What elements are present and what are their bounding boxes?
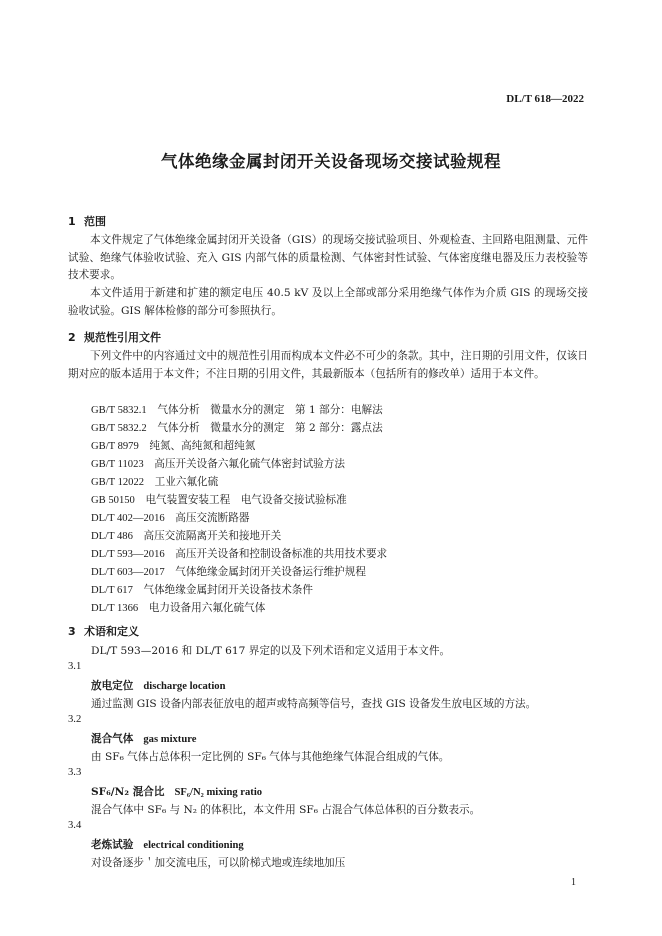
section-1-paragraph-2: 本文件适用于新建和扩建的额定电压 40.5 kV 及以上全部或部分采用绝缘气体作为介质 GIS 的现场交接验收试验。GIS 解体检修的部分可参照执行。	[68, 287, 588, 317]
section-2-intro: 下列文件中的内容通过文中的规范性引用而构成本文件必不可少的条款。其中，注日期的引用文件，仅该日期对应的版本适用于本文件；不注日期的引用文件，其最新版本（包括所有的修改单）适用于本文件。	[68, 350, 588, 380]
reference-code: DL/T 402—2016	[91, 513, 165, 524]
term-en: gas mixture	[143, 734, 197, 745]
section-number: 3	[68, 625, 76, 638]
reference-item	[91, 438, 255, 453]
reference-code: GB/T 8979	[91, 441, 139, 452]
reference-title: 纯氮、高纯氮和超纯氮	[149, 440, 256, 452]
term-en: SF₆/N₂ mixing ratio	[174, 787, 263, 798]
reference-code: DL/T 1366	[91, 603, 139, 614]
reference-item	[91, 456, 345, 471]
term-number: 3.4	[68, 820, 82, 831]
reference-title: 高压交流隔离开关和接地开关	[143, 530, 282, 542]
term-en: electrical conditioning	[143, 840, 244, 851]
term-number: 3.1	[68, 661, 82, 672]
term-zh: SF₆/N₂ 混合比	[91, 786, 165, 798]
reference-title: 工业六氟化硫	[154, 476, 219, 488]
term-number: 3.3	[68, 767, 82, 778]
reference-code: DL/T 593—2016	[91, 549, 165, 560]
page-number: 1	[571, 877, 576, 888]
section-number: 1	[68, 215, 76, 228]
term-definition: 通过监测 GIS 设备内部表征放电的超声或特高频等信号，查找 GIS 设备发生放电区域的方法。	[91, 698, 537, 710]
section-title: 范围	[84, 215, 106, 228]
term-title	[91, 731, 196, 746]
term-zh: 老炼试验	[91, 839, 134, 851]
reference-item	[91, 600, 265, 615]
document-title: 气体绝缘金属封闭开关设备现场交接试验规程	[161, 152, 501, 171]
section-title: 规范性引用文件	[84, 331, 161, 344]
reference-title: 电力设备用六氟化硫气体	[148, 602, 266, 614]
term-title	[91, 784, 262, 799]
term-en: discharge location	[143, 681, 226, 692]
reference-code: GB 50150	[91, 495, 135, 506]
reference-item	[91, 582, 313, 597]
reference-item	[91, 528, 281, 543]
reference-title: 气体分析 微量水分的测定 第 2 部分：露点法	[157, 422, 383, 434]
reference-code: DL/T 486	[91, 531, 133, 542]
reference-code: DL/T 617	[91, 585, 133, 596]
reference-title: 高压开关设备六氟化硫气体密封试验方法	[154, 458, 345, 470]
reference-item	[91, 420, 383, 435]
reference-code: GB/T 11023	[91, 459, 144, 470]
reference-item	[91, 546, 387, 561]
reference-title: 气体绝缘金属封闭开关设备技术条件	[143, 584, 313, 596]
term-definition: 由 SF₆ 气体占总体积一定比例的 SF₆ 气体与其他绝缘气体混合组成的气体。	[91, 751, 450, 763]
term-title	[91, 678, 225, 693]
term-definition: 混合气体中 SF₆ 与 N₂ 的体积比，本文件用 SF₆ 占混合气体总体积的百分数表示。	[91, 804, 481, 816]
reference-code: GB/T 5832.2	[91, 423, 147, 434]
reference-item	[91, 474, 218, 489]
section-3-heading	[68, 623, 139, 639]
reference-item	[91, 564, 366, 579]
term-title	[91, 837, 244, 852]
reference-title: 高压交流断路器	[175, 512, 250, 524]
reference-item	[91, 402, 383, 417]
reference-code: DL/T 603—2017	[91, 567, 165, 578]
reference-title: 高压开关设备和控制设备标准的共用技术要求	[175, 548, 388, 560]
term-zh: 放电定位	[91, 680, 134, 692]
reference-title: 电气装置安装工程 电气设备交接试验标准	[145, 494, 347, 506]
reference-item	[91, 510, 249, 525]
document-code: DL/T 618—2022	[506, 93, 584, 105]
reference-code: GB/T 12022	[91, 477, 145, 488]
section-2-heading	[68, 329, 161, 345]
section-1-heading	[68, 213, 106, 229]
reference-title: 气体分析 微量水分的测定 第 1 部分：电解法	[157, 404, 383, 416]
section-title: 术语和定义	[84, 625, 139, 638]
term-definition: 对设备逐步＇加交流电压，可以阶梯式地或连续地加压	[91, 857, 346, 869]
section-1-paragraph-1: 本文件规定了气体绝缘金属封闭开关设备（GIS）的现场交接试验项目、外观检查、主回路电阻测量、元件试验、绝缘气体验收试验、充入 GIS 内部气体的质量检测、气体密封性试验、气体密度继电器及压力表校验等技术要求。	[68, 234, 588, 281]
reference-item	[91, 492, 347, 507]
term-zh: 混合气体	[91, 733, 134, 745]
reference-title: 气体绝缘金属封闭开关设备运行维护规程	[175, 566, 366, 578]
section-3-intro: DL/T 593—2016 和 DL/T 617 界定的以及下列术语和定义适用于本文件。	[91, 645, 451, 657]
reference-code: GB/T 5832.1	[91, 405, 147, 416]
term-number: 3.2	[68, 714, 82, 725]
section-number: 2	[68, 331, 76, 344]
